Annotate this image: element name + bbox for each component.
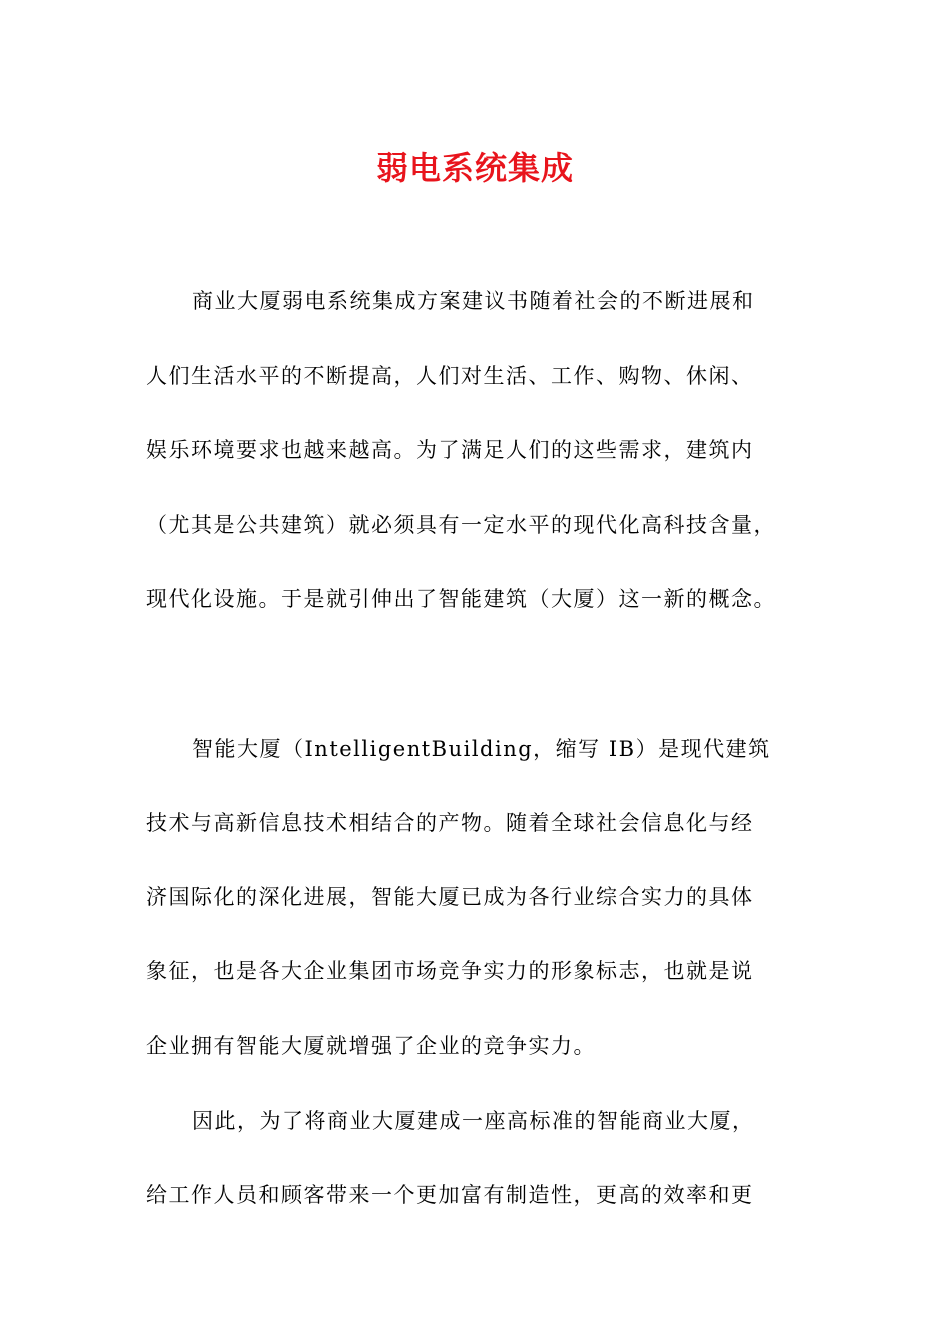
paragraph-line: 智能大厦（IntelligentBuilding，缩写 IB）是现代建筑	[192, 737, 771, 761]
paragraph-line: 因此，为了将商业大厦建成一座高标准的智能商业大厦，	[192, 1109, 755, 1133]
paragraph-line: （尤其是公共建筑）就必须具有一定水平的现代化高科技含量，	[146, 513, 776, 537]
paragraph-line: 济国际化的深化进展，智能大厦已成为各行业综合实力的具体	[146, 885, 754, 909]
paragraph-line: 人们生活水平的不断提高，人们对生活、工作、购物、休闲、	[146, 364, 754, 388]
paragraph-line: 象征，也是各大企业集团市场竞争实力的形象标志，也就是说	[146, 959, 754, 983]
paragraph-line: 给工作人员和顾客带来一个更加富有制造性，更高的效率和更	[146, 1183, 754, 1207]
paragraph-line: 现代化设施。于是就引伸出了智能建筑（大厦）这一新的概念。	[146, 587, 776, 611]
paragraph-line: 娱乐环境要求也越来越高。为了满足人们的这些需求，建筑内	[146, 438, 754, 462]
paragraph-line: 商业大厦弱电系统集成方案建议书随着社会的不断进展和	[192, 289, 755, 313]
document-title: 弱电系统集成	[375, 149, 574, 187]
paragraph-line: 技术与高新信息技术相结合的产物。随着全球社会信息化与经	[146, 811, 754, 835]
paragraph-line: 企业拥有智能大厦就增强了企业的竞争实力。	[146, 1034, 596, 1058]
